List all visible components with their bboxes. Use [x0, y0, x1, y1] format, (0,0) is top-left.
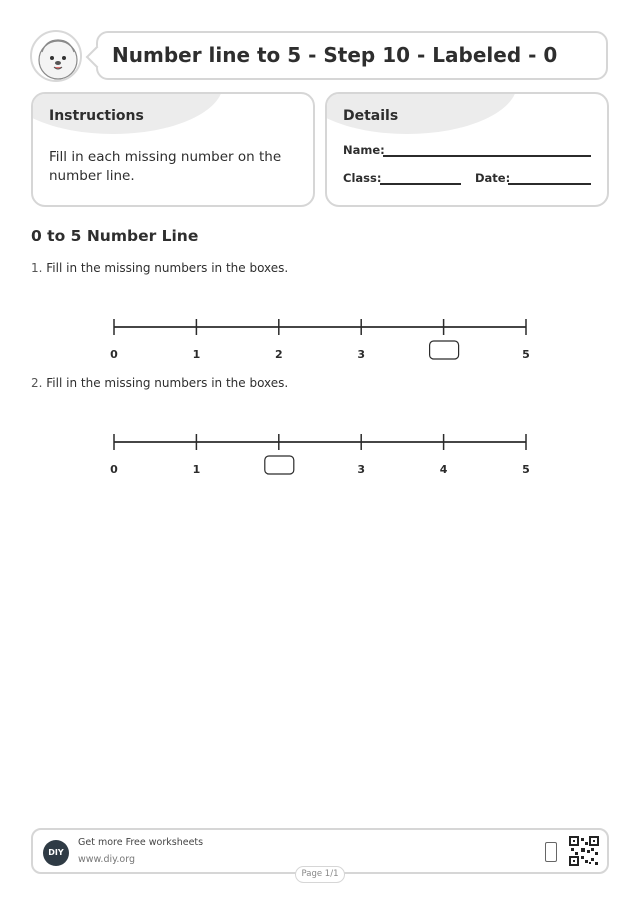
name-label: Name: [343, 143, 385, 157]
instructions-text: Fill in each missing number on the number line. [49, 149, 282, 184]
details-card [325, 92, 609, 207]
tick-label: 0 [110, 463, 118, 476]
instructions-card [31, 92, 315, 207]
date-field[interactable] [508, 183, 591, 185]
date-label: Date: [475, 171, 511, 185]
class-field[interactable] [380, 183, 461, 185]
number-line [100, 425, 540, 485]
question-1 [31, 261, 288, 275]
diy-logo-icon [43, 840, 69, 866]
answer-box[interactable] [265, 456, 294, 474]
number-line-svg [100, 310, 540, 370]
mascot-face-icon [30, 30, 82, 82]
footer-link[interactable]: www.diy.org [78, 854, 135, 865]
page-title: Number line to 5 - Step 10 - Labeled - 0 [112, 43, 558, 67]
instructions-title: Instructions [49, 108, 144, 124]
tick-label: 4 [439, 463, 448, 476]
question-text: Fill in the missing numbers in the boxes. [46, 376, 289, 390]
question-number: 1. [31, 261, 43, 275]
name-field[interactable] [383, 155, 591, 157]
tick-label: 5 [522, 463, 530, 476]
tick-label: 3 [357, 463, 366, 476]
footer-promo-text: Get more Free worksheets [78, 837, 204, 848]
answer-box[interactable] [430, 341, 459, 359]
details-title: Details [343, 108, 399, 124]
qr-code-icon [569, 836, 599, 866]
number-line-svg [100, 425, 540, 485]
title-banner [96, 31, 608, 80]
page-number: Page 1/1 [295, 866, 345, 883]
class-label: Class: [343, 171, 382, 185]
number-line [100, 310, 540, 370]
logo-text: DIY [48, 848, 64, 857]
tick-label: 1 [192, 348, 201, 361]
question-text: Fill in the missing numbers in the boxes. [46, 261, 289, 275]
question-2 [31, 376, 288, 390]
section-title: 0 to 5 Number Line [31, 227, 199, 245]
tick-label: 1 [192, 463, 201, 476]
tick-label: 0 [110, 348, 118, 361]
tick-label: 5 [522, 348, 530, 361]
phone-icon [545, 842, 557, 862]
tick-label: 2 [274, 348, 283, 361]
question-number: 2. [31, 376, 43, 390]
tick-label: 3 [357, 348, 366, 361]
